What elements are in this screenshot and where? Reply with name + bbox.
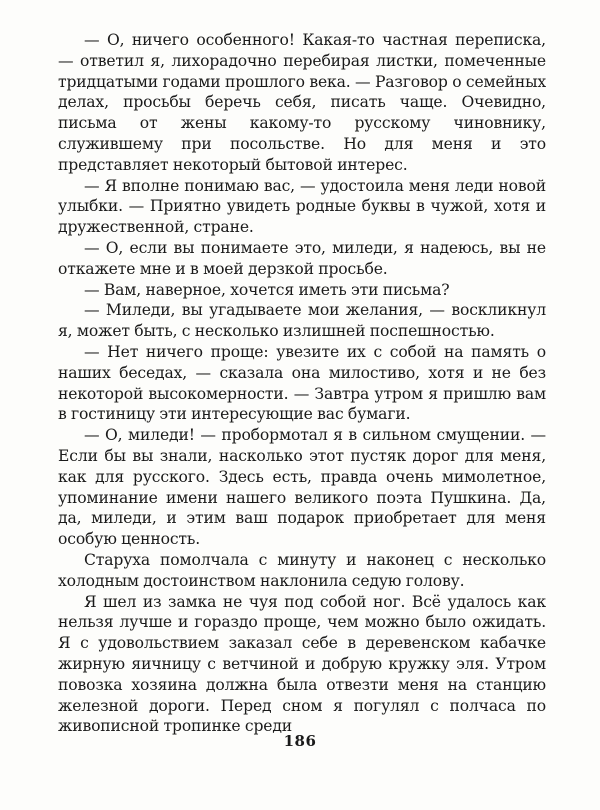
page-number: 186 [283, 732, 317, 750]
paragraph: — Я вполне понимаю вас, — удостоила меня леди новой улыбки. — Приятно увидеть родные буквы в чужой, хотя и дружественной, стране. [58, 176, 546, 237]
paragraph: — Нет ничего проще: увезите их с собой на память о наших беседах, — сказала она милостиво, хотя и не без некоторой высокомерности. — Завтра утром я пришлю вам в гостиницу эти интересующие вас бумаги. [58, 342, 546, 424]
text-body [58, 30, 546, 737]
paragraph: Я шел из замка не чуя под собой ног. Всё удалось как нельзя лучше и гораздо проще, чем можно было ожидать. Я с удовольствием заказал себе в деревенском кабачке жирную яичницу с ветчиной и добрую кружку эля. Утром повозка хозяина должна была отвезти меня на станцию железной дороги. Перед сном я погулял с полчаса по живописной тропинке среди [58, 592, 546, 736]
paragraph: — О, если вы понимаете это, миледи, я надеюсь, вы не откажете мне и в моей дерзкой просьбе. [58, 238, 546, 278]
paragraph: Старуха помолчала с минуту и наконец с несколько холодным достоинством наклонила седую голову. [58, 550, 546, 590]
paragraph: — О, миледи! — пробормотал я в сильном смущении. — Если бы вы знали, насколько этот пустяк дорог для меня, как для русского. Здесь есть, правда очень мимолетное, упоминание имени нашего великого поэта Пушкина. Да, да, миледи, и этим ваш подарок приобретает для меня особую ценность. [58, 426, 546, 549]
paragraph: — Вам, наверное, хочется иметь эти письма? [84, 280, 450, 299]
paragraph: — О, ничего особенного! Какая-то частная переписка, — ответил я, лихорадочно перебирая листки, помеченные тридцатыми годами прошлого века. — Разговор о семейных делах, просьбы беречь себя, писать чаще. Очевидно, письма от жены какому-то русскому чиновнику, служившему при посольстве. Но для меня и это представляет некоторый бытовой интерес. [58, 31, 546, 174]
paragraph: — Миледи, вы угадываете мои желания, — воскликнул я, может быть, с несколько излишней поспешностью. [58, 301, 546, 341]
